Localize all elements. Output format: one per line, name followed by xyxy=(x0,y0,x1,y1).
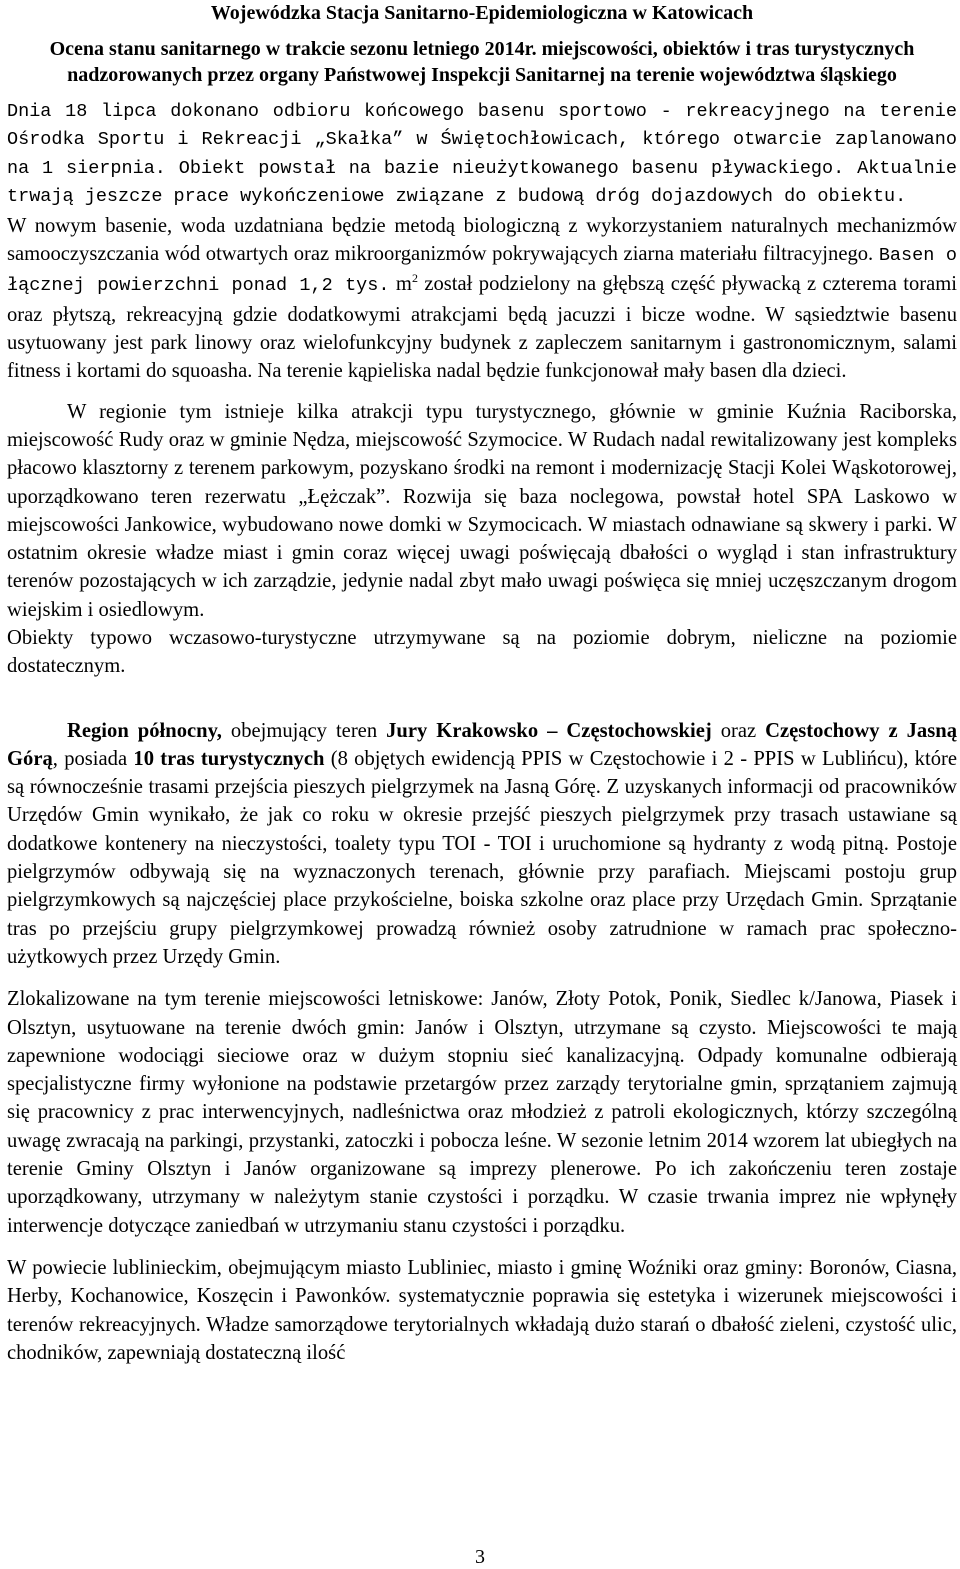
lubliniec-paragraph: W powiecie lublinieckim, obejmującym miasto Lubliniec, miasto i gminę Woźniki oraz gminy: Boronów, Ciasna, Herby, Kochanowice, Koszęcin i Pawonków. systematycznie poprawia się estetyka i wizerunek miejscowości i terenów rekreacyjnych. Władze samorządowe terytorialnych wkładają dużo starań o dbałość zieleni, czystość ulic, chodników, zapewniają dostateczną ilość xyxy=(7,1256,957,1364)
page-number: 3 xyxy=(475,1546,485,1568)
intro-paragraph: Dnia 18 lipca dokonano odbioru końcowego basenu sportowo - rekreacyjnego na terenie Ośrodka Sportu i Rekreacji „Skałka” w Świętochłowicach, którego otwarcie zaplanowano na 1 sierpnia. Obiekt powstał na bazie nieużytkowanego basenu pływackiego. Aktualnie trwają jeszcze prace wykończeniowe związane z budową dróg dojazdowych do obiektu. xyxy=(7,101,957,208)
document-page xyxy=(7,0,957,1367)
institution-title: Wojewódzka Stacja Sanitarno-Epidemiologiczna w Katowicach xyxy=(210,2,754,24)
region-south-paragraph: W regionie tym istnieje kilka atrakcji typu turystycznego, głównie w gminie Kuźnia Raciborska, miejscowość Rudy oraz w gminie Nędza, miejscowość Szymocice. W Rudach nadal rewitalizowany jest kompleks płacowo klasztorny z terenem parkowym, pozyskano środki na remont i modernizację Stacji Kolei Wąskotorowej, uporządkowano teren rezerwatu „Łężczak”. Rozwija się baza noclegowa, powstał hotel SPA Laskowo w miejscowości Jankowice, wybudowano nowe domki w Szymocicach. W miastach odnawiane są skwery i parki. W ostatnim okresie władze miast i gmin coraz więcej uwagi poświęcają dbałości o wygląd i stan infrastruktury terenów pozostających w ich zarządzie, jedynie nadal zbyt mało uwagi poświęca się mniej uczęszczanym drogom wiejskim i osiedlowym. xyxy=(7,400,957,621)
pool-unit-superscript: 2 xyxy=(411,271,418,286)
region-north-czestochowa: Częstochowy z Jasną Górą xyxy=(7,719,957,770)
pool-text-a: W nowym basenie, woda uzdatniana będzie metodą biologiczną z wykorzystaniem naturalnych mechanizmów samooczyszczania wód otwartych oraz mikroorganizmów pokrywających ziarna materiału filtracyjnego. xyxy=(7,214,957,265)
report-title: Ocena stanu sanitarnego w trakcie sezonu letniego 2014r. miejscowości, obiektów i tras turystycznych nadzorowanych przez organy Państwowej Inspekcji Sanitarnej na terenie województwa śląskiego xyxy=(49,38,915,86)
region-south-paragraph-2: Obiekty typowo wczasowo-turystyczne utrzymywane są na poziomie dobrym, nieliczne na poziomie dostatecznym. xyxy=(7,627,957,678)
pool-area-text: Basen o łącznej powierzchni ponad 1,2 tys. xyxy=(7,244,957,297)
region-north-paragraph xyxy=(7,717,957,972)
region-north-heading: Region północny, xyxy=(67,719,222,742)
region-north-text-3: , posiada xyxy=(52,747,134,770)
pool-unit: m xyxy=(389,273,412,296)
localities-paragraph: Zlokalizowane na tym terenie miejscowości letniskowe: Janów, Złoty Potok, Ponik, Siedlec k/Janowa, Piasek i Olsztyn, usytuowane na terenie dwóch gmin: Janów i Olsztyn, utrzymane są czysto. Miejscowości te mają zapewnione wodociągi sieciowe oraz w dużym stopniu sieć kanalizacyjną. Odpady komunalne odbierają specjalistyczne firmy wyłonione na podstawie przetargów przez zarządy terytorialne gmin, sprzątaniem zajmują się pracownicy z prac interwencyjnych, nadleśnictwa oraz młodzież z patroli ekologicznych, którzy szczególną uwagę zwracają na parkingi, przystanki, zatoczki i pobocza leśne. W sezonie letnim 2014 wzorem lat ubiegłych na terenie Gminy Olsztyn i Janów organizowane są imprezy plenerowe. Po ich zakończeniu teren zostaje uporządkowany, utrzymany w należytym stanie czystości i porządku. W czasie trwania imprez nie wpłynęły interwencje dotyczące zaniedbań w utrzymaniu stanu czystości i porządku. xyxy=(7,988,957,1237)
region-north-routes: 10 tras turystycznych xyxy=(133,747,325,770)
region-north-text-2: oraz xyxy=(711,719,766,742)
region-north-jura: Jury Krakowsko – Częstochowskiej xyxy=(386,719,712,742)
pool-text-b: został podzielony na głębszą część pływacką z czterema torami oraz płytszą, rekreacyjną gdzie dodatkowymi atrakcjami będą jacuzzi i bicze wodne. W sąsiedztwie basenu usytuowany jest park linowy oraz wielofunkcyjny budynek z zapleczem sanitarnym i gastronomicznym, salami fitness i kortami do squoasha. Na terenie kąpieliska nadal będzie funkcjonował mały basen dla dzieci. xyxy=(7,273,958,383)
region-north-text-4: (8 objętych ewidencją PPIS w Częstochowie i 2 - PPIS w Lublińcu), które są równocześnie trasami przejścia pieszych pielgrzymek na Jasną Górę. Z uzyskanych informacji od pracowników Urzędów Gmin wynikało, że jak co roku w okresie przejść pieszych pielgrzymek przy trasach ustawiane są dodatkowe kontenery na nieczystości, toalety typu TOI - TOI i uruchomione są hydranty z wodą pitną. Postoje pielgrzymów odbywają się na wyznaczonych terenach, głównie przy parafiach. Miejscami postoju grup pielgrzymkowych są najczęściej place przykościelne, boiska szkolne oraz place przy Urzędach Gmin. Sprzątanie tras po przejściu grupy pielgrzymkowej prowadzą również osoby zatrudnione w ramach prac społeczno-użytkowych przez Urzędy Gmin. xyxy=(7,747,957,968)
region-north-text-1: obejmujący teren xyxy=(221,719,387,742)
pool-paragraph xyxy=(7,212,957,386)
